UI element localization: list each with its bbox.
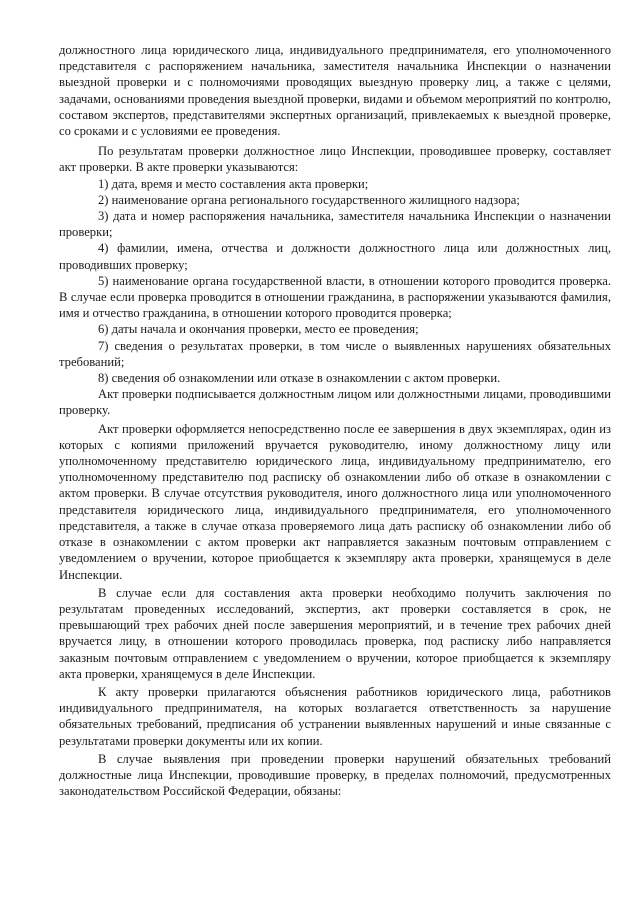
paragraph-drawn-up: Акт проверки оформляется непосредственно после ее завершения в двух экземплярах, один из которых с копиями приложений вручается руководителю, иному должностному лицу или уполномоченному представителю юридического лица, индивидуальному предпринимателю, его уполномоченному представителю под расписку об ознакомлении либо об отказе в ознакомлении с актом проверки. В случае отсутствия руководителя, иного должностного лица или уполномоченного представителя юридического лица, индивидуального предпринимателя, его уполномоченного представителя, а также в случае отказа проверяемого лица дать расписку об ознакомлении либо об отказе в ознакомлении с актом проверки акт направляется заказным почтовым отправлением с уведомлением о вручении, которое приобщается к экземпляру акта проверки, хранящемуся в деле Инспекции.	[59, 421, 611, 582]
paragraph-intro: должностного лица юридического лица, индивидуального предпринимателя, его уполномоченного представителя с распоряжением начальника, заместителя начальника Инспекции о назначении выездной проверки и с полномочиями проводящих выездную проверку лиц, а также с целями, задачами, основаниями проведения выездной проверки, видами и объемом мероприятий по контролю, составом экспертов, представителями экспертных организаций, привлекаемых к выездной проверке, со сроками и с условиями ее проведения.	[59, 43, 611, 139]
list-item-3: 3) дата и номер распоряжения начальника, заместителя начальника Инспекции о назначении проверки;	[59, 209, 611, 240]
list-item-1: 1) дата, время и место составления акта проверки;	[98, 176, 369, 191]
list-item-8: 8) сведения об ознакомлении или отказе в ознакомлении с актом проверки.	[98, 371, 501, 386]
paragraph-attachments: К акту проверки прилагаются объяснения работников юридического лица, работников индивидуального предпринимателя, на которых возлагается ответственность за нарушение обязательных требований, предписания об устранении выявленных нарушений и иные связанные с результатами проверки документы или их копии.	[59, 684, 611, 748]
paragraph-act-intro: По результатам проверки должностное лицо Инспекции, проводившее проверку, составляет акт проверки. В акте проверки указываются:	[59, 144, 611, 175]
paragraph-conclusions: В случае если для составления акта проверки необходимо получить заключения по результатам проведенных исследований, экспертиз, акт проверки составляется в срок, не превышающий трех рабочих дней после завершения мероприятий, и в течение трех рабочих дней вручается лицу, в отношении которого проводилась проверка, под расписку либо направляется заказным почтовым отправлением с уведомлением о вручении, которое приобщается к экземпляру акта проверки, хранящемуся в деле Инспекции.	[59, 585, 611, 681]
paragraph-signed: Акт проверки подписывается должностным лицом или должностными лицами, проводившими проверку.	[59, 387, 611, 418]
list-item-2: 2) наименование органа регионального государственного жилищного надзора;	[98, 192, 520, 207]
list-item-6: 6) даты начала и окончания проверки, место ее проведения;	[98, 322, 419, 337]
paragraph-violations: В случае выявления при проведении проверки нарушений обязательных требований должностные лица Инспекции, проводившие проверку, в пределах полномочий, предусмотренных законодательством Российской Федерации, обязаны:	[59, 751, 611, 799]
list-item-4: 4) фамилии, имена, отчества и должности должностного лица или должностных лиц, проводивших проверку;	[59, 241, 611, 272]
list-item-5: 5) наименование органа государственной власти, в отношении которого проводится проверка. В случае если проверка проводится в отношении гражданина, в распоряжении указываются фамилия, имя и отчество гражданина, в отношении которого проводится проверка;	[59, 273, 611, 321]
list-item-7: 7) сведения о результатах проверки, в том числе о выявленных нарушениях обязательных требований;	[59, 338, 611, 369]
document-page	[59, 42, 611, 799]
